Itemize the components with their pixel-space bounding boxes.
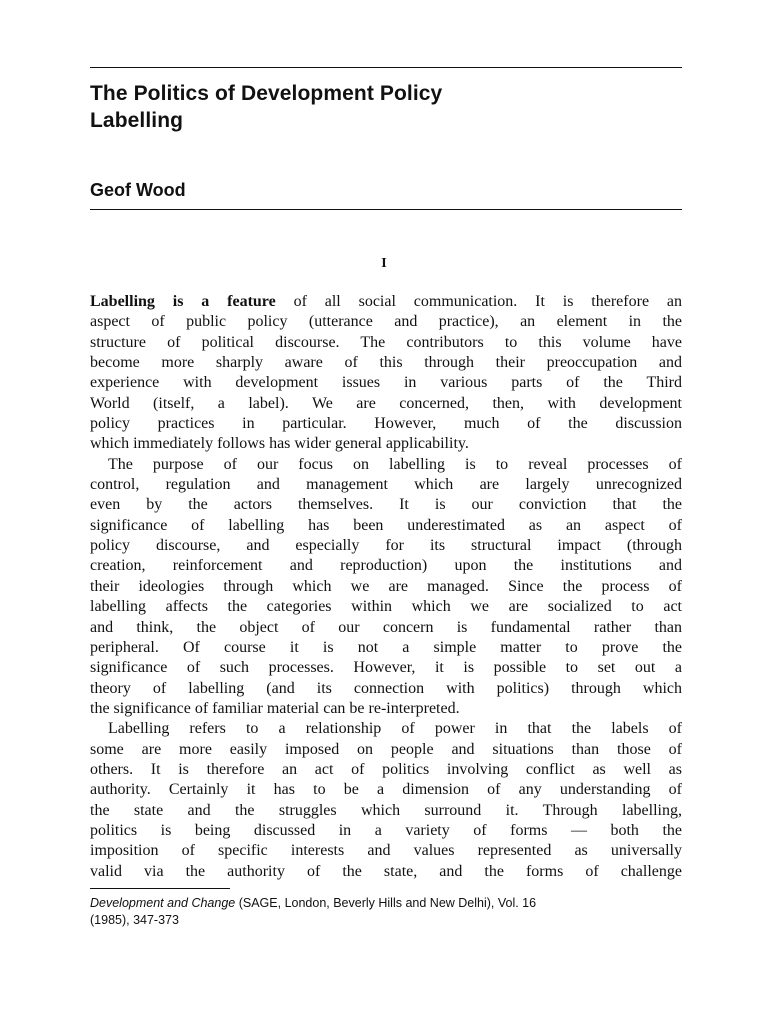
body-line: some are more easily imposed on people and situations than those of xyxy=(90,740,682,758)
body-line: peripheral. Of course it is not a simple matter to prove the xyxy=(90,638,682,656)
header-rule xyxy=(90,209,682,210)
journal-name: Development and Change xyxy=(90,896,236,910)
body-line: policy discourse, and especially for its structural impact (through xyxy=(90,537,682,555)
body-line: The purpose of our focus on labelling is to reveal processes of xyxy=(108,455,682,473)
top-rule xyxy=(90,67,682,68)
body-text xyxy=(90,292,682,882)
lead-in-bold: Labelling is a feature xyxy=(90,293,276,310)
body-line: creation, reinforcement and reproduction) upon the institutions and xyxy=(90,557,682,575)
body-line: others. It is therefore an act of politics involving conflict as well as xyxy=(90,760,682,778)
section-number: I xyxy=(381,256,387,271)
body-line: politics is being discussed in a variety of forms — both the xyxy=(90,821,682,839)
footnote-line: (1985), 347-373 xyxy=(90,913,179,927)
body-line: Labelling refers to a relationship of power in that the labels of xyxy=(108,720,682,738)
body-line: significance of labelling has been underestimated as an aspect of xyxy=(90,516,682,534)
body-line: the significance of familiar material can be re-interpreted. xyxy=(90,699,460,717)
body-line: the state and the struggles which surround it. Through labelling, xyxy=(90,801,682,819)
body-line: aspect of public policy (utterance and practice), an element in the xyxy=(90,313,682,331)
body-line: imposition of specific interests and values represented as universally xyxy=(90,842,682,860)
body-line: structure of political discourse. The contributors to this volume have xyxy=(90,333,682,351)
body-line: World (itself, a label). We are concerned, then, with development xyxy=(90,394,682,412)
body-line: and think, the object of our concern is fundamental rather than xyxy=(90,618,682,636)
article-title xyxy=(90,80,682,134)
footnote-publisher: (SAGE, London, Beverly Hills and New Delhi), Vol. 16 xyxy=(235,896,537,910)
footnote-line xyxy=(90,895,690,912)
body-line: significance of such processes. However, it is possible to set out a xyxy=(90,659,682,677)
body-line: experience with development issues in various parts of the Third xyxy=(90,374,682,392)
lead-in-rest: of all social communication. It is therefore an xyxy=(275,293,683,310)
title-line-2: Labelling xyxy=(90,109,184,132)
body-line xyxy=(90,292,682,312)
body-line: become more sharply aware of this through their preoccupation and xyxy=(90,354,682,372)
body-line: even by the actors themselves. It is our conviction that the xyxy=(90,496,682,514)
footnote-rule xyxy=(90,888,230,889)
body-line: policy practices in particular. However, much of the discussion xyxy=(90,415,682,433)
body-line: authority. Certainly it has to be a dimension of any understanding of xyxy=(90,781,682,799)
body-line: theory of labelling (and its connection with politics) through which xyxy=(90,679,682,697)
body-line: valid via the authority of the state, and the forms of challenge xyxy=(90,862,682,880)
body-line: labelling affects the categories within which we are socialized to act xyxy=(90,598,682,616)
author-name: Geof Wood xyxy=(90,180,186,200)
body-line: their ideologies through which we are managed. Since the process of xyxy=(90,577,682,595)
body-line: which immediately follows has wider general applicability. xyxy=(90,435,469,453)
body-line: control, regulation and management which are largely unrecognized xyxy=(90,476,682,494)
footnote xyxy=(90,895,690,929)
title-line-1: The Politics of Development Policy xyxy=(90,82,443,105)
